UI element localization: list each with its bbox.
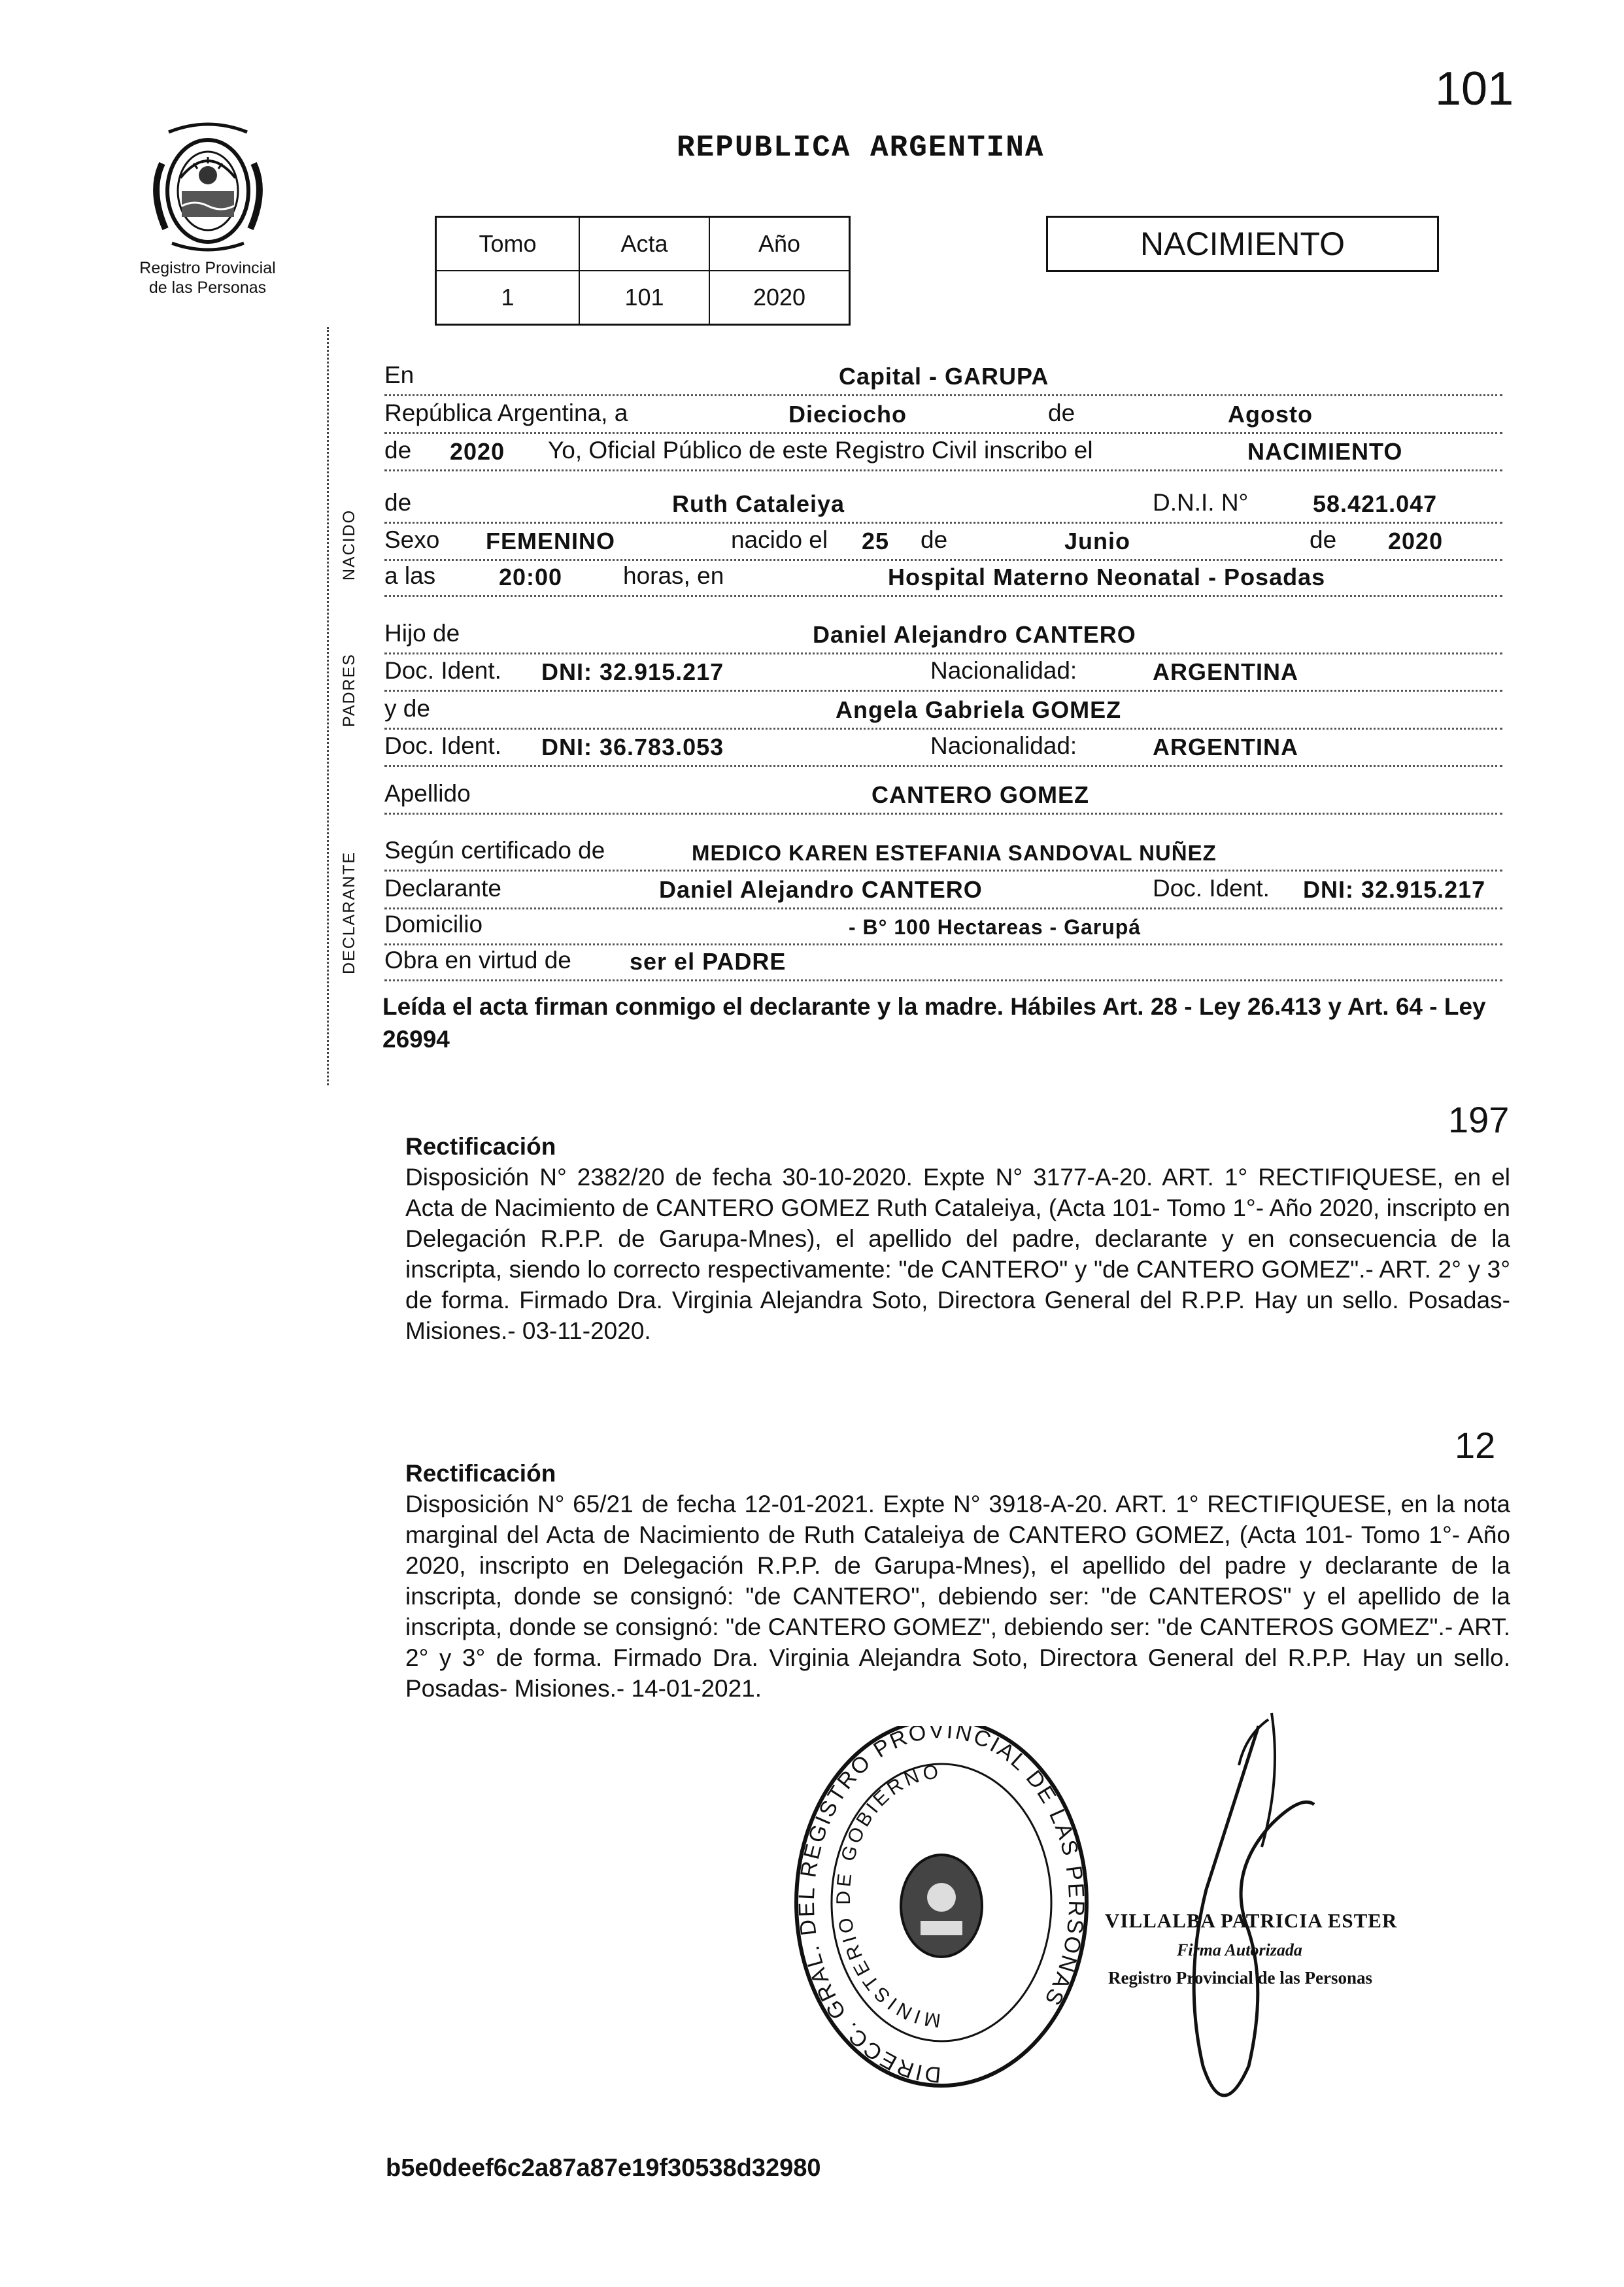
rectification-2-text: Disposición N° 65/21 de fecha 12-01-2021. Expte N° 3918-A-20. ART. 1° RECTIFIQUESE, en la nota marginal del Acta de Nacimiento de Ruth Cataleiya de CANTERO GOMEZ, (Acta 101- Tomo 1°- Año 2020, inscripto en Delegación R.P.P. de Garupa-Mnes), el apellido del padre y declarante de la inscripta, donde se consignó: "de CANTERO", debiendo ser: "de CANTEROS" y el apellido de la inscripta, donde se consignó: "de CANTERO GOMEZ", debiendo ser: "de CANTEROS GOMEZ".- ART. 2° y 3° de forma. Firmado Dra. Virginia Alejandra Soto, Directora General del R.P.P. Hay un sello. Posadas- Misiones.- 14-01-2021. xyxy=(405,1491,1510,1702)
page-number: 101 xyxy=(1435,63,1514,115)
en-value: Capital - GARUPA xyxy=(839,363,1049,390)
rectification-1-text: Disposición N° 2382/20 de fecha 30-10-2020. Expte N° 3177-A-20. ART. 1° RECTIFIQUESE, en el Acta de Nacimiento de CANTERO GOMEZ Ruth Cataleiya, (Acta 101- Tomo 1°- Año 2020, inscripto en Delegación R.P.P. de Garupa-Mnes), el apellido del padre, declarante y en consecuencia de la inscripta, siendo lo correcto respectivamente: "de CANTERO" y "de CANTERO GOMEZ".- ART. 2° y 3° de forma. Firmado Dra. Virginia Alejandra Soto, Directora General del R.P.P. Hay un sello. Posadas- Misiones.- 03-11-2020. xyxy=(405,1164,1510,1344)
father-doc-value: DNI: 32.915.217 xyxy=(541,658,724,685)
mother-doc-value: DNI: 36.783.053 xyxy=(541,734,724,760)
form-line-year xyxy=(384,432,1502,471)
de5-label: de xyxy=(1310,526,1337,553)
section-label-declarante: DECLARANTE xyxy=(340,851,358,974)
form-line-father xyxy=(384,615,1502,654)
anio-header: Año xyxy=(709,217,850,271)
month-value: Agosto xyxy=(1228,401,1313,428)
official-seal xyxy=(791,1726,1092,2092)
form-line-apellido xyxy=(384,775,1502,815)
day-value: Dieciocho xyxy=(788,401,907,428)
de3-label: de xyxy=(384,489,412,516)
nacionalidad-label-2: Nacionalidad: xyxy=(930,732,1077,759)
section-label-nacido: NACIDO xyxy=(340,509,358,581)
year-value: 2020 xyxy=(450,438,505,465)
form-line-date xyxy=(384,394,1502,434)
rectification-1-margin-number: 197 xyxy=(1448,1099,1510,1140)
form-line-time-place xyxy=(384,557,1502,597)
inscribo-value: NACIMIENTO xyxy=(1247,438,1403,465)
provincial-coat-of-arms-icon xyxy=(143,118,273,255)
footer-hash: b5e0deef6c2a87a87e19f30538d32980 xyxy=(386,2154,821,2182)
handwritten-signature-icon xyxy=(1105,1674,1510,2131)
time-value: 20:00 xyxy=(499,564,563,590)
declarante-label: Declarante xyxy=(384,875,501,902)
domicilio-label: Domicilio xyxy=(384,911,483,938)
nacido-label: nacido el xyxy=(731,526,828,553)
document-title: REPUBLICA ARGENTINA xyxy=(677,131,1045,165)
rectification-1-title: Rectificación xyxy=(405,1133,556,1160)
mother-value: Angela Gabriela GOMEZ xyxy=(836,696,1122,723)
seal-outer-text: DIRECC. GRAL. DEL REGISTRO PROVINCIAL DE LAS PERSONAS xyxy=(794,1726,1089,2088)
obra-value: ser el PADRE xyxy=(630,948,787,975)
form-line-obra xyxy=(384,941,1502,981)
form-line-mother xyxy=(384,690,1502,730)
apellido-label: Apellido xyxy=(384,780,471,807)
acta-value: 101 xyxy=(579,271,709,325)
form-line-en xyxy=(384,356,1502,396)
name-value: Ruth Cataleiya xyxy=(672,490,845,517)
form-line-name xyxy=(384,484,1502,524)
hijo-label: Hijo de xyxy=(384,620,460,647)
seal-inner-text: MINISTERIO DE GOBIERNO xyxy=(833,1761,943,2031)
decl-doc-label: Doc. Ident. xyxy=(1153,875,1270,902)
margin-divider xyxy=(327,327,329,1085)
rectification-2 xyxy=(405,1458,1510,1704)
doc-ident-label: Doc. Ident. xyxy=(384,657,501,684)
closing-text: Leída el acta firman conmigo el declarante y la madre. Hábiles Art. 28 - Ley 26.413 y Art. 64 - Ley 26994 xyxy=(382,993,1486,1053)
mother-nat-value: ARGENTINA xyxy=(1153,734,1298,760)
form-line-sexo xyxy=(384,521,1502,561)
declarante-value: Daniel Alejandro CANTERO xyxy=(659,876,983,903)
tomo-value: 1 xyxy=(436,271,580,325)
domicilio-value: - B° 100 Hectareas - Garupá xyxy=(849,915,1142,939)
anio-value: 2020 xyxy=(709,271,850,325)
record-table-value-row xyxy=(436,271,850,325)
alas-label: a las xyxy=(384,562,436,589)
certificado-label: Según certificado de xyxy=(384,837,605,864)
section-label-padres: PADRES xyxy=(340,653,358,727)
apellido-value: CANTERO GOMEZ xyxy=(871,781,1089,808)
signatory-role: Firma Autorizada xyxy=(1177,1940,1302,1959)
form-line-declarante xyxy=(384,870,1502,909)
tomo-header: Tomo xyxy=(436,217,580,271)
dni-value: 58.421.047 xyxy=(1313,490,1438,517)
republica-label: República Argentina, a xyxy=(384,399,628,426)
document-type-box: NACIMIENTO xyxy=(1046,216,1439,272)
father-nat-value: ARGENTINA xyxy=(1153,658,1298,685)
form-line-certificado xyxy=(384,832,1502,872)
place-value: Hospital Materno Neonatal - Posadas xyxy=(888,564,1326,590)
form-line-domicilio xyxy=(384,906,1502,945)
sexo-value: FEMENINO xyxy=(486,528,616,554)
de-label: de xyxy=(1048,399,1075,426)
birth-year-value: 2020 xyxy=(1388,528,1444,554)
en-label: En xyxy=(384,362,414,388)
birth-day-value: 25 xyxy=(862,528,890,554)
signature-area xyxy=(1105,1674,1510,2131)
certificado-value: MEDICO KAREN ESTEFANIA SANDOVAL NUÑEZ xyxy=(692,841,1217,865)
father-value: Daniel Alejandro CANTERO xyxy=(813,621,1136,648)
de4-label: de xyxy=(921,526,948,553)
form-line-father-doc xyxy=(384,652,1502,692)
de2-label: de xyxy=(384,437,412,464)
record-table-header-row xyxy=(436,217,850,271)
signatory-name: VILLALBA PATRICIA ESTER xyxy=(1105,1909,1398,1932)
registry-name-line2: de las Personas xyxy=(148,279,267,297)
signatory-org: Registro Provincial de las Personas xyxy=(1108,1968,1372,1988)
horas-label: horas, en xyxy=(623,562,724,589)
oficial-text: Yo, Oficial Público de este Registro Civil inscribo el xyxy=(548,437,1093,464)
obra-label: Obra en virtud de xyxy=(384,947,571,974)
birth-month-value: Junio xyxy=(1064,528,1130,554)
nacionalidad-label: Nacionalidad: xyxy=(930,657,1077,684)
rectification-2-title: Rectificación xyxy=(405,1460,556,1487)
rectification-1 xyxy=(405,1131,1510,1346)
registry-logo xyxy=(114,118,301,297)
acta-header: Acta xyxy=(579,217,709,271)
decl-doc-value: DNI: 32.915.217 xyxy=(1303,876,1486,903)
form-line-mother-doc xyxy=(384,727,1502,767)
yde-label: y de xyxy=(384,695,430,722)
sexo-label: Sexo xyxy=(384,526,440,553)
record-table xyxy=(435,216,851,326)
dni-label: D.N.I. N° xyxy=(1153,489,1249,516)
doc-ident-label-2: Doc. Ident. xyxy=(384,732,501,759)
official-seal-icon xyxy=(791,1726,1092,2092)
rectification-2-margin-number: 12 xyxy=(1455,1425,1496,1466)
registry-name: Registro Provincial xyxy=(139,259,276,277)
